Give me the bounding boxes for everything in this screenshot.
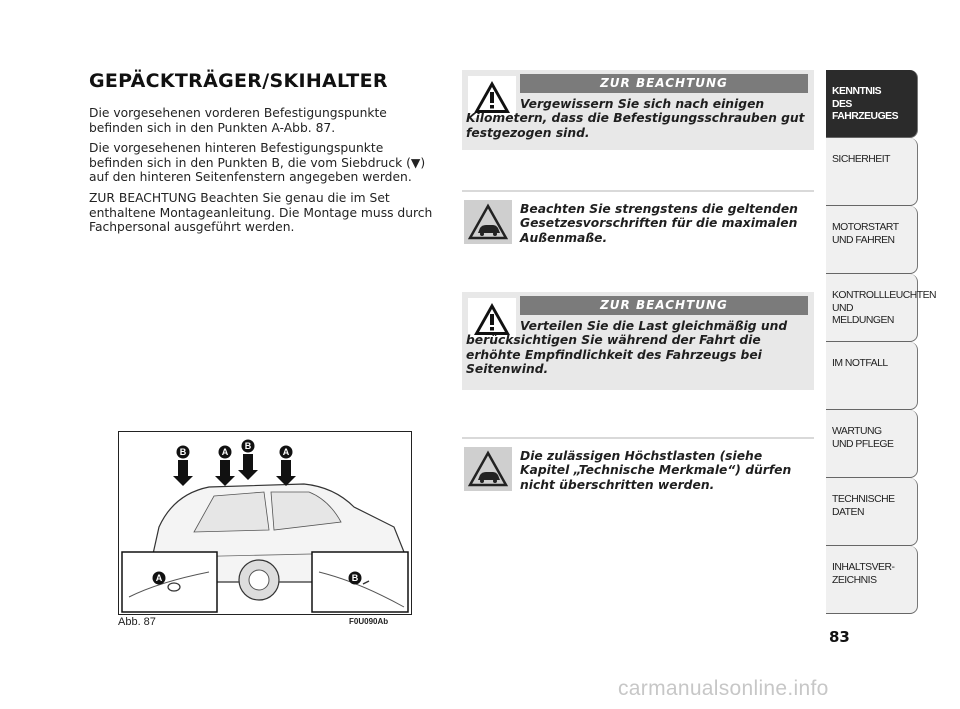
inset-label-a: A [155,573,163,583]
car-caution-icon [464,200,512,244]
warning-note-load-distribution [462,292,814,390]
paragraph-front-points: Die vorgesehenen vorderen Befestigungspunkte befinden sich in den Punkten A-Abb. 87. [89,106,387,135]
figure-caption: Abb. 87 [118,616,156,628]
tab-inhaltsverzeichnis[interactable] [826,546,918,614]
note-text: Verteilen Sie die Last gleichmäßig und berücksichtigen Sie während der Fahrt die erhöhte Empfindlichkeit des Fahrzeugs bei Seitenwind. [466,319,788,377]
tab-kontrollleuchten[interactable] [826,274,937,342]
inset-label-b: B [351,573,359,583]
label-a-2: A [282,447,290,457]
roof-rack-figure [118,431,412,615]
watermark: carmanualsonline.info [618,677,829,700]
paragraph-rear-points: Die vorgesehenen hinteren Befestigungspunkte befinden sich in den Punkten B, die vom Siebdruck (▼) auf den hinteren Seitenfenstern angegeben werden. [89,141,426,185]
body-text [89,106,439,241]
section-title: GEPÄCKTRÄGER/SKIHALTER [89,70,388,92]
tab-kenntnis[interactable] [826,70,918,138]
figure-code: F0U090Ab [349,617,389,626]
tab-technische-daten[interactable] [826,478,918,546]
tab-wartung[interactable] [826,410,918,478]
tab-label: MOTORSTART UND FAHREN [832,222,899,246]
note-text: Beachten Sie strengstens die geltenden Gesetzesvorschriften für die maximalen Außenmaße. [520,202,798,245]
paragraph-installation: ZUR BEACHTUNG Beachten Sie genau die im Set enthaltene Montageanleitung. Die Montage muss durch Fachpersonal ausgeführt werden. [89,190,433,235]
page-number: 83 [829,628,850,646]
tab-sicherheit[interactable] [826,138,918,206]
warning-banner: ZUR BEACHTUNG [520,296,808,315]
tab-im-notfall[interactable] [826,342,918,410]
warning-note-tighten-bolts [462,70,814,150]
tab-label: KONTROLLLEUCHTEN UND MELDUNGEN [832,290,937,326]
tab-label: KENNTNIS DES FAHRZEUGES [832,86,899,122]
tab-label: INHALTSVER- ZEICHNIS [832,562,895,586]
tab-label: IM NOTFALL [832,358,888,369]
tab-label: SICHERHEIT [832,154,890,165]
tab-motorstart[interactable] [826,206,918,274]
label-a-1: A [221,447,229,457]
car-illustration [119,432,411,614]
tab-label: WARTUNG UND PFLEGE [832,426,894,450]
car-caution-icon [464,447,512,491]
note-text: Vergewissern Sie sich nach einigen Kilometern, dass die Befestigungsschrauben gut festgezogen sind. [466,97,805,140]
caution-note-dimensions [462,190,814,244]
chapter-tabs [826,70,937,614]
warning-banner: ZUR BEACHTUNG [520,74,808,93]
label-b-2: B [244,441,252,451]
tab-label: TECHNISCHE DATEN [832,494,895,518]
label-b-1: B [179,447,187,457]
caution-note-max-loads [462,437,814,497]
note-text: Die zulässigen Höchstlasten (siehe Kapitel „Technische Merkmale“) dürfen nicht überschritten werden. [520,449,792,492]
